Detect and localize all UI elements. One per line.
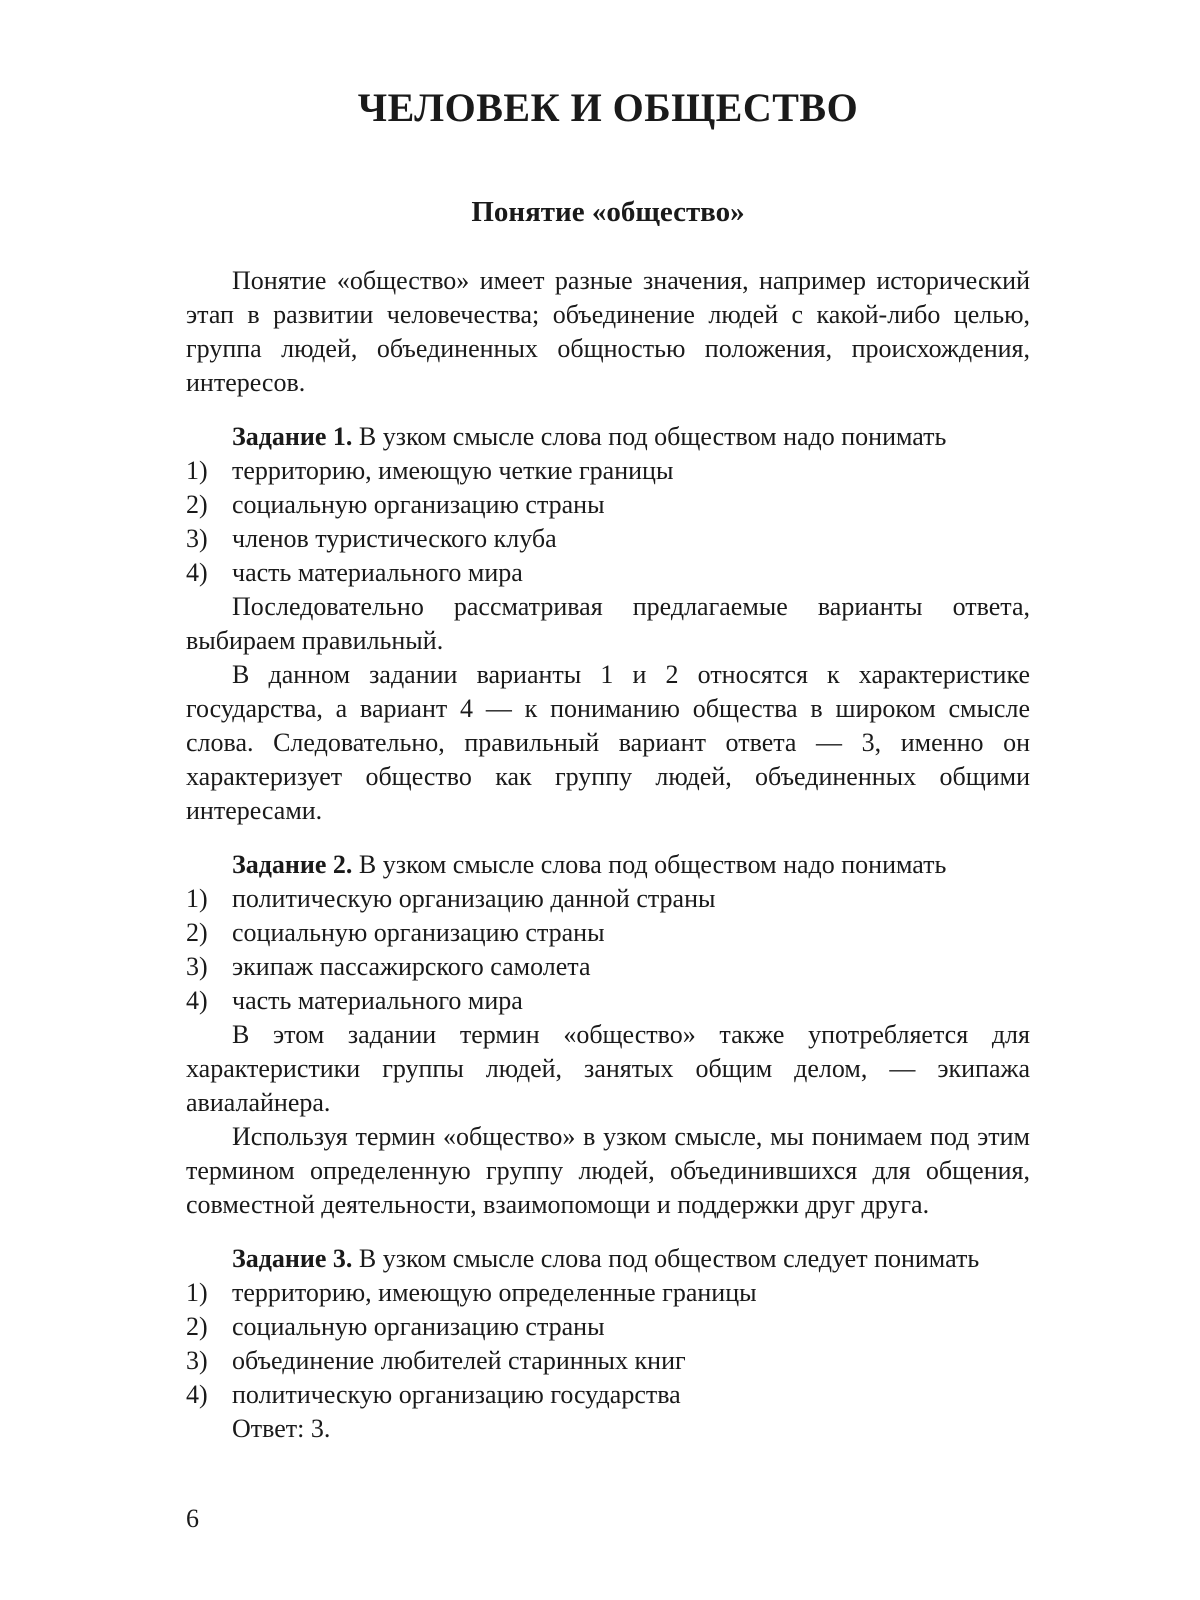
- answer-option: [186, 1378, 1030, 1412]
- option-number: 3): [186, 952, 208, 981]
- option-number: 2): [186, 918, 208, 947]
- section-title: Понятие «общество»: [471, 196, 745, 228]
- task-question-text: В узком смысле слова под обществом следует понимать: [352, 1244, 980, 1273]
- option-text: экипаж пассажирского самолета: [232, 952, 591, 981]
- option-text: политическую организацию данной страны: [232, 884, 716, 913]
- option-number: 2): [186, 490, 208, 519]
- option-number: 4): [186, 1380, 208, 1409]
- option-number: 1): [186, 1278, 208, 1307]
- answer-option: [186, 1276, 1030, 1310]
- task-question-text: В узком смысле слова под обществом надо понимать: [352, 422, 947, 451]
- page-content: [186, 78, 1030, 1446]
- intro-paragraph: Понятие «общество» имеет разные значения, например исторический этап в развитии человечества; объединение людей с какой-либо целью, группа людей, объединенных общностью положения, происхождения, интересов.: [186, 266, 1030, 397]
- page-number: 6: [186, 1504, 199, 1533]
- task-label: Задание 1.: [232, 422, 353, 451]
- task-3: [186, 1242, 1030, 1446]
- explanation-paragraph: В данном задании варианты 1 и 2 относятся к характеристике государства, а вариант 4 — к пониманию общества в широком смысле слова. Следовательно, правильный вариант ответа — 3, именно он характеризует общество как группу людей, объединенных общими интересами.: [186, 660, 1030, 825]
- option-text: членов туристического клуба: [232, 524, 557, 553]
- answer-option: [186, 984, 1030, 1018]
- answer-option: [186, 950, 1030, 984]
- chapter-title: ЧЕЛОВЕК И ОБЩЕСТВО: [357, 85, 859, 130]
- task-label: Задание 2.: [232, 850, 353, 879]
- option-number: 4): [186, 558, 208, 587]
- task-1: [186, 420, 1030, 828]
- task-label: Задание 3.: [232, 1244, 353, 1273]
- option-text: социальную организацию страны: [232, 1312, 605, 1341]
- option-text: социальную организацию страны: [232, 918, 605, 947]
- task-question-text: В узком смысле слова под обществом надо понимать: [352, 850, 947, 879]
- option-text: часть материального мира: [232, 986, 523, 1015]
- option-text: часть материального мира: [232, 558, 523, 587]
- answer-options: [186, 1276, 1030, 1412]
- explanation-paragraph: Последовательно рассматривая предлагаемые варианты ответа, выбираем правильный.: [186, 592, 1030, 655]
- option-number: 1): [186, 884, 208, 913]
- explanation-paragraph: В этом задании термин «общество» также употребляется для характеристики группы людей, занятых общим делом, — экипажа авиалайнера.: [186, 1020, 1030, 1117]
- answer-option: [186, 1344, 1030, 1378]
- option-number: 2): [186, 1312, 208, 1341]
- option-number: 1): [186, 456, 208, 485]
- answer-option: [186, 556, 1030, 590]
- option-text: территорию, имеющую четкие границы: [232, 456, 674, 485]
- option-text: объединение любителей старинных книг: [232, 1346, 686, 1375]
- task-question: [186, 848, 1030, 882]
- option-number: 4): [186, 986, 208, 1015]
- answer-text: Ответ: 3.: [232, 1414, 331, 1443]
- option-number: 3): [186, 524, 208, 553]
- option-text: территорию, имеющую определенные границы: [232, 1278, 757, 1307]
- option-text: социальную организацию страны: [232, 490, 605, 519]
- answer-options: [186, 454, 1030, 590]
- answer-options: [186, 882, 1030, 1018]
- option-text: политическую организацию государства: [232, 1380, 681, 1409]
- task-question: [186, 420, 1030, 454]
- answer-option: [186, 916, 1030, 950]
- answer-option: [186, 488, 1030, 522]
- answer-option: [186, 522, 1030, 556]
- answer-option: [186, 454, 1030, 488]
- task-2: [186, 848, 1030, 1222]
- explanation-paragraph: Используя термин «общество» в узком смысле, мы понимаем под этим термином определенную группу людей, объединившихся для общения, совместной деятельности, взаимопомощи и поддержки друг друга.: [186, 1122, 1030, 1219]
- task-question: [186, 1242, 1030, 1276]
- option-number: 3): [186, 1346, 208, 1375]
- answer-option: [186, 1310, 1030, 1344]
- answer-option: [186, 882, 1030, 916]
